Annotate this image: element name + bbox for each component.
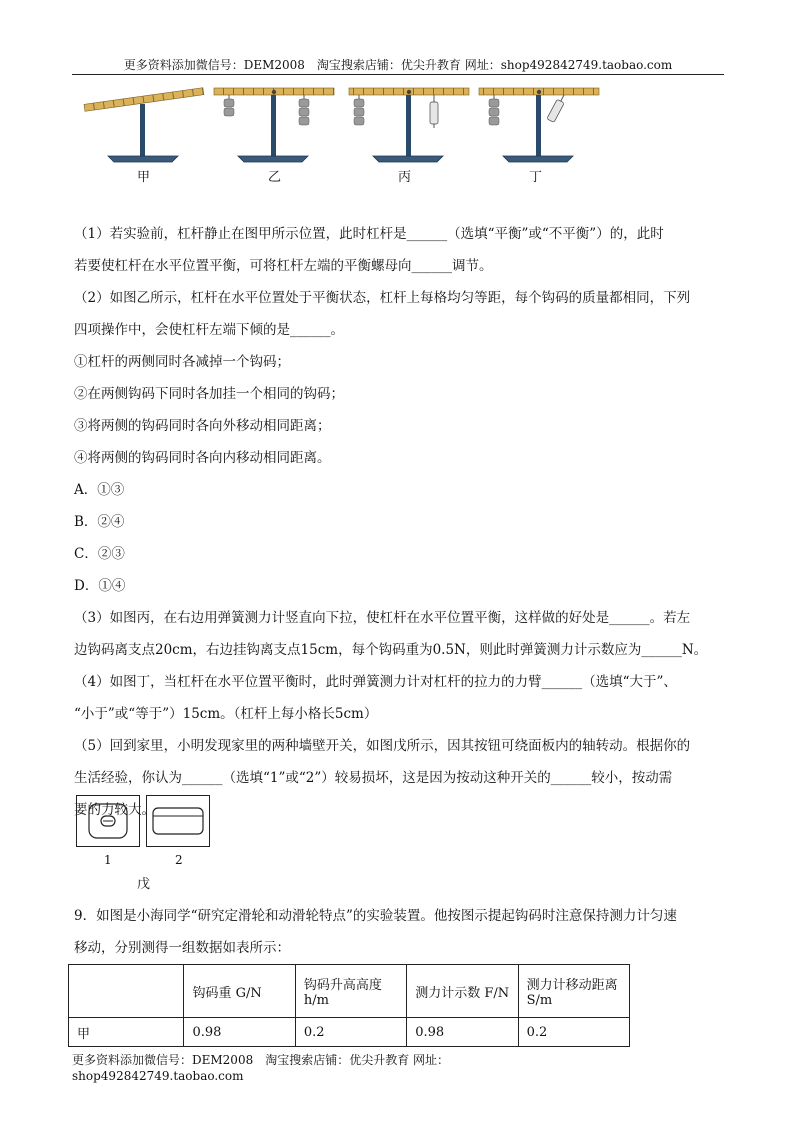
switch-2-panel xyxy=(146,795,210,847)
question-8-body xyxy=(74,218,724,826)
page-header: 更多资料添加微信号：DEM2008 淘宝搜索店铺：优尖升教育 网址：shop492842749.taobao.com xyxy=(72,56,724,75)
wall-switch-figure xyxy=(76,795,226,890)
paragraph: 四项操作中，会使杠杆左端下倾的是______。 xyxy=(74,322,344,338)
table-row xyxy=(69,1018,630,1047)
figure-ding xyxy=(479,88,599,162)
table-header-cell: 钩码重 G/N xyxy=(184,965,295,1018)
paragraph: ②在两侧钩码下同时各加挂一个相同的钩码； xyxy=(74,386,344,402)
figure-caption-wu: 戊 xyxy=(137,877,151,892)
figure-jia xyxy=(84,88,204,162)
switch-1-panel xyxy=(76,795,140,847)
paragraph: （5）回到家里，小明发现家里的两种墙壁开关，如图戊所示，因其按钮可绕面板内的轴转动。根据你的 xyxy=(74,738,691,754)
paragraph: 生活经验，你认为______（选填“1”或“2”）较易损坏，这是因为按动这种开关的______较小，按动需 xyxy=(74,770,673,786)
option-c: C．②③ xyxy=(74,546,125,562)
paragraph: ③将两侧的钩码同时各向外移动相同距离； xyxy=(74,418,331,434)
paragraph: 9．如图是小海同学“研究定滑轮和动滑轮特点”的实验装置。他按图示提起钩码时注意保持测力计匀速 xyxy=(74,908,677,924)
figure-label-ding: 丁 xyxy=(529,170,543,185)
data-table xyxy=(68,964,630,1047)
table-cell: 甲 xyxy=(69,1018,184,1047)
figure-label-jia: 甲 xyxy=(137,170,151,185)
paragraph: 移动，分别测得一组数据如表所示： xyxy=(74,940,290,956)
table-cell: 0.2 xyxy=(295,1018,406,1047)
table-header-cell xyxy=(69,965,184,1018)
paragraph: 要的力较大。 xyxy=(74,802,155,818)
option-a: A．①③ xyxy=(74,482,125,498)
page-footer: 更多资料添加微信号：DEM2008 淘宝搜索店铺：优尖升教育 网址：shop492842749.taobao.com xyxy=(72,1053,450,1083)
figure-yi xyxy=(214,88,334,162)
paragraph: ①杠杆的两侧同时各减掉一个钩码； xyxy=(74,354,290,370)
switch-2-label: 2 xyxy=(175,853,183,867)
table-header-cell: 钩码升高高度 h/m xyxy=(295,965,406,1018)
paragraph: 边钩码离支点20cm，右边挂钩离支点15cm，每个钩码重为0.5N，则此时弹簧测力计示数应为______N。 xyxy=(74,642,708,658)
table-cell: 0.98 xyxy=(184,1018,295,1047)
switch-1-label: 1 xyxy=(104,853,112,867)
paragraph: （3）如图丙，在右边用弹簧测力计竖直向下拉，使杠杆在水平位置平衡，这样做的好处是______。若左 xyxy=(74,610,691,626)
paragraph: （1）若实验前，杠杆静止在图甲所示位置，此时杠杆是______（选填“平衡”或“不平衡”）的，此时 xyxy=(74,226,664,242)
paragraph: ④将两侧的钩码同时各向内移动相同距离。 xyxy=(74,450,331,466)
option-d: D．①④ xyxy=(74,578,126,594)
paragraph: （2）如图乙所示，杠杆在水平位置处于平衡状态，杠杆上每格均匀等距，每个钩码的质量都相同，下列 xyxy=(74,290,691,306)
figure-bing xyxy=(349,88,469,162)
figure-label-yi: 乙 xyxy=(268,170,282,185)
table-header-cell: 测力计移动距离 S/m xyxy=(518,965,629,1018)
table-cell: 0.2 xyxy=(518,1018,629,1047)
table-header-cell: 测力计示数 F/N xyxy=(407,965,518,1018)
figure-label-bing: 丙 xyxy=(398,170,412,185)
paragraph: （4）如图丁，当杠杆在水平位置平衡时，此时弹簧测力计对杠杆的拉力的力臂______（选填“大于”、 xyxy=(74,674,677,690)
table-cell: 0.98 xyxy=(407,1018,518,1047)
switch-1-icon xyxy=(77,796,139,846)
question-9 xyxy=(74,900,724,964)
option-b: B．②④ xyxy=(74,514,125,530)
paragraph: 若要使杠杆在水平位置平衡，可将杠杆左端的平衡螺母向______调节。 xyxy=(74,258,493,274)
switch-2-icon xyxy=(147,796,209,846)
paragraph: “小于”或“等于”）15cm。（杠杆上每小格长5cm） xyxy=(74,706,378,722)
table-header-row xyxy=(69,965,630,1018)
